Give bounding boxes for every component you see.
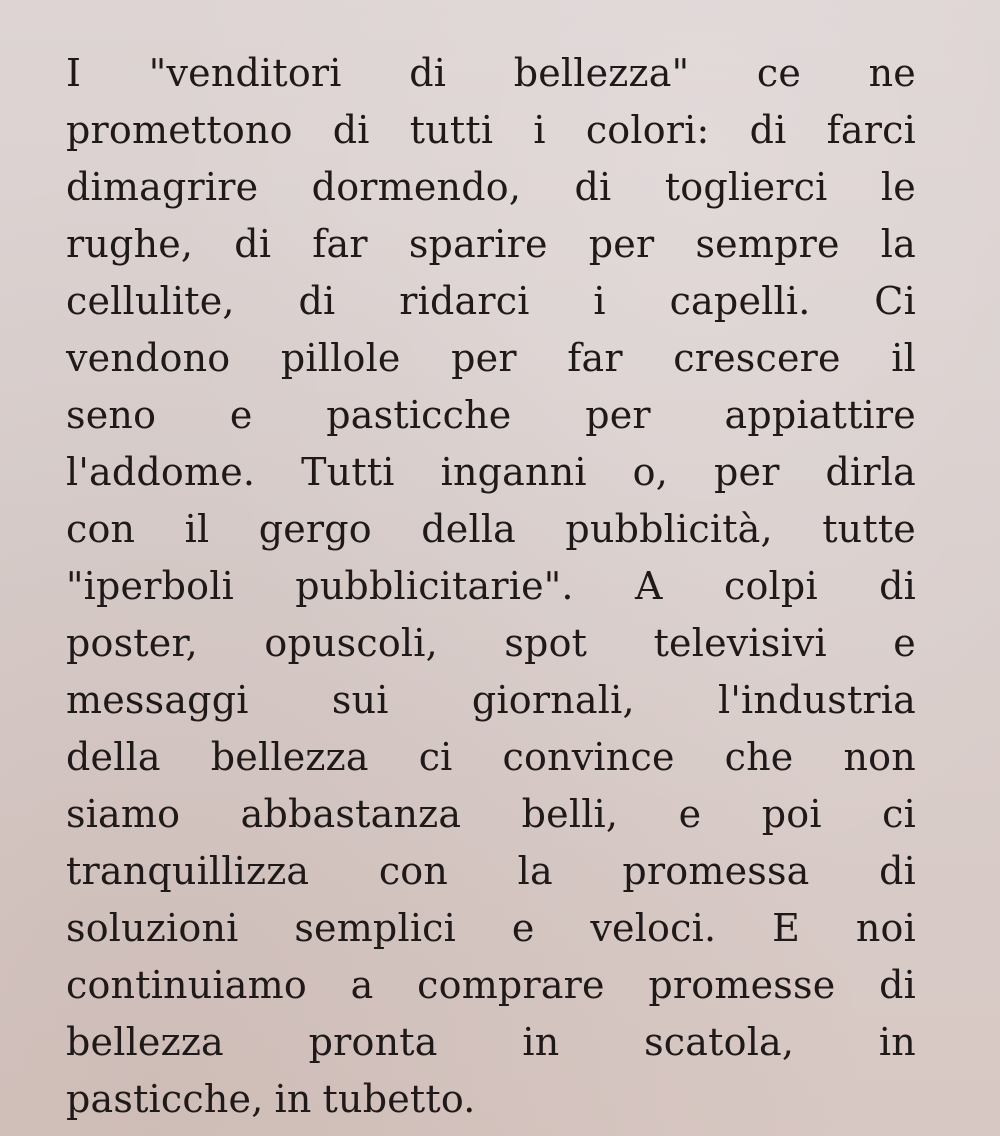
word: appiattire (724, 393, 916, 437)
word: pillole (280, 336, 401, 380)
word: e (229, 393, 253, 437)
word: pubblicitarie". (295, 564, 574, 608)
word: dimagrire (66, 165, 259, 209)
text-line (66, 729, 916, 786)
word: bellezza" (513, 51, 690, 95)
word: sui (331, 678, 389, 722)
word: vendono (66, 336, 231, 380)
word: soluzioni (66, 906, 239, 950)
word: ce (756, 51, 802, 95)
word: tutte (822, 507, 916, 551)
word: e (511, 906, 535, 950)
text-line (66, 444, 916, 501)
word: I (66, 51, 82, 95)
word: crescere (673, 336, 841, 380)
word: abbastanza (240, 792, 462, 836)
word: siamo (66, 792, 181, 836)
word: per (451, 336, 517, 380)
text-line (66, 843, 916, 900)
word: A (635, 564, 663, 608)
word: farci (826, 108, 916, 152)
word: pronta (308, 1020, 438, 1064)
word: Tutti (301, 450, 395, 494)
word: della (421, 507, 517, 551)
text-line (66, 1014, 916, 1071)
text-line (66, 1071, 916, 1128)
text-line (66, 45, 916, 102)
word: in (522, 1020, 560, 1064)
word: di (409, 51, 447, 95)
word: sempre (695, 222, 840, 266)
word: pubblicità, (565, 507, 773, 551)
word: di (749, 108, 787, 152)
text-line (66, 558, 916, 615)
word: tranquillizza (66, 849, 310, 893)
text-line (66, 216, 916, 273)
word: dirla (825, 450, 916, 494)
text-line (66, 330, 916, 387)
word: far (567, 336, 623, 380)
word: tutti (409, 108, 494, 152)
word: poi (761, 792, 822, 836)
word: di (298, 279, 336, 323)
word: bellezza (210, 735, 369, 779)
word: semplici (294, 906, 457, 950)
word: di (879, 849, 916, 893)
word: belli, (521, 792, 619, 836)
word: i (533, 108, 546, 152)
text-line (66, 159, 916, 216)
word: di (574, 165, 612, 209)
word: tubetto. (322, 1077, 476, 1121)
word: Ci (874, 279, 916, 323)
word: promesse (648, 963, 836, 1007)
text-line (66, 900, 916, 957)
word: in (274, 1077, 312, 1121)
text-line (66, 501, 916, 558)
word: ridarci (399, 279, 530, 323)
word: spot (504, 621, 588, 665)
text-line (66, 102, 916, 159)
word: di (234, 222, 272, 266)
word: di (879, 564, 916, 608)
word: l'addome. (66, 450, 256, 494)
word: il (184, 507, 210, 551)
word: "iperboli (66, 564, 234, 608)
word: colpi (724, 564, 818, 608)
word: ci (418, 735, 453, 779)
word: rughe, (66, 222, 194, 266)
word: cellulite, (66, 279, 235, 323)
word: capelli. (669, 279, 811, 323)
word: con (66, 507, 136, 551)
word: pasticche, (66, 1077, 264, 1121)
word: il (891, 336, 916, 380)
word: veloci. (590, 906, 717, 950)
word: della (66, 735, 161, 779)
word: inganni (440, 450, 587, 494)
word: promessa (622, 849, 810, 893)
text-line (66, 387, 916, 444)
word: con (378, 849, 449, 893)
word: per (585, 393, 651, 437)
word: scatola, (644, 1020, 795, 1064)
word: opuscoli, (264, 621, 438, 665)
text-line (66, 672, 916, 729)
word: la (517, 849, 553, 893)
word: non (843, 735, 916, 779)
word: comprare (417, 963, 605, 1007)
text-line (66, 273, 916, 330)
word: in (878, 1020, 916, 1064)
word: di (879, 963, 916, 1007)
word: bellezza (66, 1020, 224, 1064)
word: colori: (585, 108, 710, 152)
word: toglierci (664, 165, 828, 209)
word: seno (66, 393, 157, 437)
word: "venditori (148, 51, 342, 95)
text-line (66, 786, 916, 843)
word: per (588, 222, 655, 266)
word: continuiamo (66, 963, 307, 1007)
text-line (66, 615, 916, 672)
word: gergo (258, 507, 372, 551)
paragraph (66, 45, 916, 1128)
word: televisivi (653, 621, 827, 665)
word: convince (502, 735, 675, 779)
word: far (312, 222, 368, 266)
word: i (593, 279, 606, 323)
word: sparire (408, 222, 548, 266)
word: le (880, 165, 916, 209)
word: a (350, 963, 374, 1007)
word: promettono (66, 108, 293, 152)
word: e (678, 792, 702, 836)
word: per (713, 450, 780, 494)
word: ne (868, 51, 916, 95)
word: ci (882, 792, 916, 836)
word: o, (632, 450, 669, 494)
word: messaggi (66, 678, 249, 722)
word: noi (855, 906, 916, 950)
word: l'industria (718, 678, 916, 722)
word: di (332, 108, 370, 152)
word: la (880, 222, 916, 266)
word: pasticche (326, 393, 512, 437)
word: poster, (66, 621, 198, 665)
word: che (724, 735, 794, 779)
word: E (772, 906, 801, 950)
text-line (66, 957, 916, 1014)
word: giornali, (471, 678, 635, 722)
word: dormendo, (311, 165, 522, 209)
word: e (893, 621, 916, 665)
